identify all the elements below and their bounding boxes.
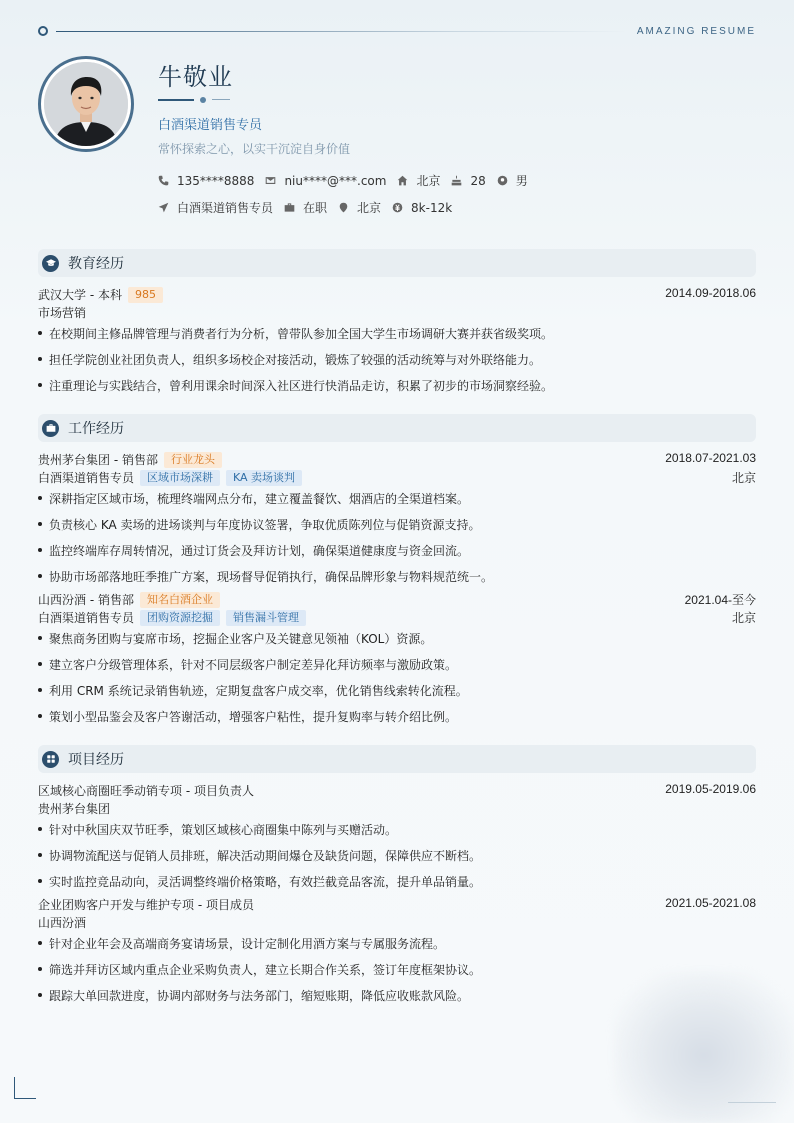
email-info bbox=[265, 174, 386, 188]
work-position-row bbox=[38, 609, 756, 626]
company-tag: 行业龙头 bbox=[164, 452, 222, 468]
name-decoration bbox=[158, 96, 238, 104]
avatar-photo bbox=[44, 62, 128, 146]
job-intention-row bbox=[158, 199, 463, 216]
list-item: 聚焦商务团购与宴席市场，挖掘企业客户及关键意见领袖（KOL）资源。 bbox=[38, 630, 756, 647]
list-item: 协助市场部落地旺季推广方案，现场督导促销执行，确保品牌形象与物料规范统一。 bbox=[38, 568, 756, 585]
brand-text: AMAZING RESUME bbox=[636, 26, 756, 37]
target-job-text: 白酒渠道销售专员 bbox=[177, 201, 274, 215]
cake-icon bbox=[451, 175, 462, 186]
project-header-row bbox=[38, 896, 756, 913]
list-item: 深耕指定区域市场，梳理终端网点分布，建立覆盖餐饮、烟酒店的全渠道档案。 bbox=[38, 490, 756, 507]
school-tag: 985 bbox=[128, 287, 163, 303]
work-city: 北京 bbox=[731, 611, 756, 625]
section-title: 教育经历 bbox=[68, 256, 124, 272]
candidate-name: 牛敬业 bbox=[158, 63, 233, 91]
school-name: 武汉大学 - 本科 bbox=[38, 288, 122, 302]
list-item: 在校期间主修品牌管理与消费者行为分析，曾带队参加全国大学生市场调研大赛并获省级奖项。 bbox=[38, 325, 756, 342]
skill-tag: KA 卖场谈判 bbox=[226, 470, 302, 486]
grid-icon bbox=[42, 751, 59, 768]
gender-info bbox=[497, 172, 528, 189]
project-org-row bbox=[38, 800, 756, 817]
graduation-cap-icon bbox=[42, 255, 59, 272]
list-item: 利用 CRM 系统记录销售轨迹，定期复盘客户成交率，优化销售线索转化流程。 bbox=[38, 682, 756, 699]
list-item: 协调物流配送与促销人员排班，解决活动期间爆仓及缺货问题，保障供应不断档。 bbox=[38, 847, 756, 864]
education-date: 2014.09-2018.06 bbox=[665, 286, 756, 300]
email-text: niu****@***.com bbox=[284, 173, 387, 188]
list-item: 建立客户分级管理体系，针对不同层级客户制定差异化拜访频率与激励政策。 bbox=[38, 656, 756, 673]
motto: 常怀探索之心，以实干沉淀自身价值 bbox=[158, 142, 351, 156]
work-header-row bbox=[38, 451, 756, 468]
project-header-row bbox=[38, 782, 756, 799]
skill-tag: 区域市场深耕 bbox=[140, 470, 220, 486]
skill-tag: 销售漏斗管理 bbox=[226, 610, 306, 626]
target-city-info bbox=[338, 199, 381, 216]
list-item: 注重理论与实践结合，曾利用课余时间深入社区进行快消品走访，积累了初步的市场洞察经验。 bbox=[38, 377, 756, 394]
list-item: 监控终端库存周转情况，通过订货会及拜访计划，确保渠道健康度与资金回流。 bbox=[38, 542, 756, 559]
decorative-blur bbox=[614, 972, 794, 1123]
target-job-info bbox=[158, 199, 273, 216]
project-org: 贵州茅台集团 bbox=[38, 802, 111, 816]
target-city-text: 北京 bbox=[357, 201, 382, 215]
company-tag: 知名白酒企业 bbox=[140, 592, 220, 608]
corner-decoration bbox=[14, 1077, 36, 1099]
major: 市场营销 bbox=[38, 306, 87, 320]
mail-icon bbox=[265, 175, 276, 186]
section-title: 工作经历 bbox=[68, 421, 124, 437]
age-text: 28 bbox=[470, 173, 486, 188]
work-header-row bbox=[38, 591, 756, 608]
education-section-header bbox=[38, 249, 756, 277]
home-icon bbox=[397, 175, 408, 186]
phone-icon bbox=[158, 175, 169, 186]
position: 白酒渠道销售专员 bbox=[38, 471, 135, 485]
briefcase-icon bbox=[42, 420, 59, 437]
list-item: 担任学院创业社团负责人，组织多场校企对接活动，锻炼了较强的活动统筹与对外联络能力。 bbox=[38, 351, 756, 368]
section-title: 项目经历 bbox=[68, 752, 124, 768]
work-city: 北京 bbox=[731, 471, 756, 485]
project-org: 山西汾酒 bbox=[38, 916, 87, 930]
work-position-row bbox=[38, 469, 756, 486]
briefcase-icon bbox=[284, 202, 295, 213]
top-decoration bbox=[38, 26, 756, 38]
list-item: 跟踪大单回款进度，协调内部财务与法务部门，缩短账期，降低应收账款风险。 bbox=[38, 987, 756, 1004]
person-photo-icon bbox=[44, 62, 128, 146]
send-icon bbox=[158, 202, 169, 213]
location-pin-icon bbox=[338, 202, 349, 213]
city-text: 北京 bbox=[416, 174, 441, 188]
job-title: 白酒渠道销售专员 bbox=[158, 118, 263, 133]
money-icon bbox=[392, 202, 403, 213]
salary-info bbox=[392, 201, 452, 215]
gender-text: 男 bbox=[515, 174, 528, 188]
gender-icon bbox=[497, 175, 508, 186]
city-info bbox=[397, 172, 440, 189]
list-item: 实时监控竞品动向，灵活调整终端价格策略，有效拦截竞品客流，提升单品销量。 bbox=[38, 873, 756, 890]
list-item: 筛选并拜访区域内重点企业采购负责人，建立长期合作关系，签订年度框架协议。 bbox=[38, 961, 756, 978]
company-name: 山西汾酒 - 销售部 bbox=[38, 593, 134, 607]
phone-text: 135****8888 bbox=[177, 173, 255, 188]
list-item: 负责核心 KA 卖场的进场谈判与年度协议签署，争取优质陈列位与促销资源支持。 bbox=[38, 516, 756, 533]
status-info bbox=[284, 199, 327, 216]
age-info bbox=[451, 174, 485, 188]
top-circle-icon bbox=[38, 26, 48, 36]
project-org-row bbox=[38, 914, 756, 931]
project-section-header bbox=[38, 745, 756, 773]
avatar bbox=[38, 56, 134, 152]
salary-text: 8k-12k bbox=[411, 200, 453, 215]
company-name: 贵州茅台集团 - 销售部 bbox=[38, 453, 158, 467]
skill-tag: 团购资源挖掘 bbox=[140, 610, 220, 626]
work-date: 2021.04-至今 bbox=[684, 593, 756, 607]
contact-info-row bbox=[158, 172, 539, 189]
project-name: 企业团购客户开发与维护专项 - 项目成员 bbox=[38, 898, 254, 912]
bottom-divider bbox=[728, 1102, 776, 1103]
status-text: 在职 bbox=[303, 201, 328, 215]
list-item: 针对中秋国庆双节旺季，策划区域核心商圈集中陈列与买赠活动。 bbox=[38, 821, 756, 838]
top-divider bbox=[56, 31, 626, 32]
education-major-row bbox=[38, 304, 756, 321]
list-item: 针对企业年会及高端商务宴请场景，设计定制化用酒方案与专属服务流程。 bbox=[38, 935, 756, 952]
work-section-header bbox=[38, 414, 756, 442]
phone-info bbox=[158, 174, 254, 188]
work-date: 2018.07-2021.03 bbox=[665, 451, 756, 465]
project-date: 2021.05-2021.08 bbox=[665, 896, 756, 910]
education-header-row bbox=[38, 286, 756, 303]
position: 白酒渠道销售专员 bbox=[38, 611, 135, 625]
project-date: 2019.05-2019.06 bbox=[665, 782, 756, 796]
list-item: 策划小型品鉴会及客户答谢活动，增强客户粘性，提升复购率与转介绍比例。 bbox=[38, 708, 756, 725]
project-name: 区域核心商圈旺季动销专项 - 项目负责人 bbox=[38, 784, 254, 798]
